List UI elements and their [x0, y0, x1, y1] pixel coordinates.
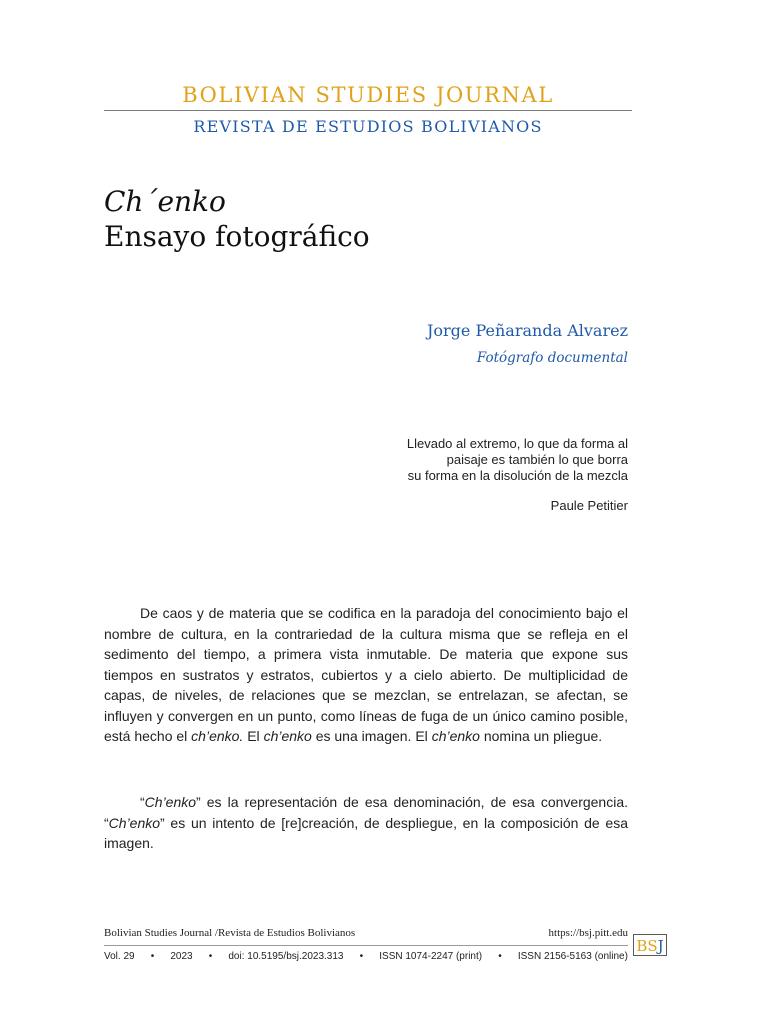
footer-separator: •: [208, 951, 213, 962]
article-title-italic: Ch´enko: [104, 185, 226, 218]
epigraph-line: Llevado al extremo, lo que da forma al: [406, 436, 628, 451]
article-title: Ensayo fotográfico: [104, 220, 370, 253]
journal-subtitle: REVISTA DE ESTUDIOS BOLIVIANOS: [193, 117, 543, 136]
footer-doi-link[interactable]: doi: 10.5195/bsj.2023.313: [228, 951, 344, 962]
bsj-logo: BSJ: [633, 934, 667, 956]
author-name: Jorge Peñaranda Alvarez: [426, 321, 628, 340]
footer-separator: •: [150, 951, 155, 962]
epigraph-line: paisaje es también lo que borra: [446, 452, 628, 467]
header-divider: [104, 110, 632, 111]
epigraph: [407, 436, 628, 484]
footer-volume: Vol. 29: [104, 951, 135, 962]
footer-issn-online: ISSN 2156-5163 (online): [517, 951, 628, 962]
author-role: Fotógrafo documental: [476, 350, 628, 366]
epigraph-attribution: Paule Petitier: [550, 498, 628, 513]
footer-url-link[interactable]: https://bsj.pitt.edu: [548, 927, 628, 939]
footer-issn-print: ISSN 1074-2247 (print): [379, 951, 483, 962]
epigraph-line: su forma en la disolución de la mezcla: [407, 468, 628, 483]
body-paragraph-2: “Ch’enko” es la representación de esa denominación, de esa convergencia. “Ch’enko” es un intento de [re]creación, de despliegue, en la composición de esa imagen.: [104, 794, 628, 851]
footer-meta: [104, 950, 628, 964]
journal-title: BOLIVIAN STUDIES JOURNAL: [182, 83, 554, 107]
footer-separator: •: [359, 951, 364, 962]
footer-year: 2023: [170, 951, 193, 962]
footer-journal-name: Bolivian Studies Journal /Revista de Estudios Bolivianos: [104, 927, 356, 939]
footer-divider: [104, 945, 628, 946]
footer-separator: •: [498, 951, 502, 962]
body-paragraph-1: De caos y de materia que se codifica en la paradoja del conocimiento bajo el nombre de cultura, en la contrariedad de la cultura misma que se refleja en el sedimento del tiempo, a primera vista inmutable. De materia que expone sus tiempos en sustratos y estratos, cubiertos y a cielo abierto. De multiplicidad de capas, de niveles, de relaciones que se mezclan, se entrelazan, se afectan, se influyen y convergen en un punto, como líneas de fuga de un único camino posible, está hecho el ch’enko. El ch’enko es una imagen. El ch’enko nomina un pliegue.: [104, 605, 628, 744]
